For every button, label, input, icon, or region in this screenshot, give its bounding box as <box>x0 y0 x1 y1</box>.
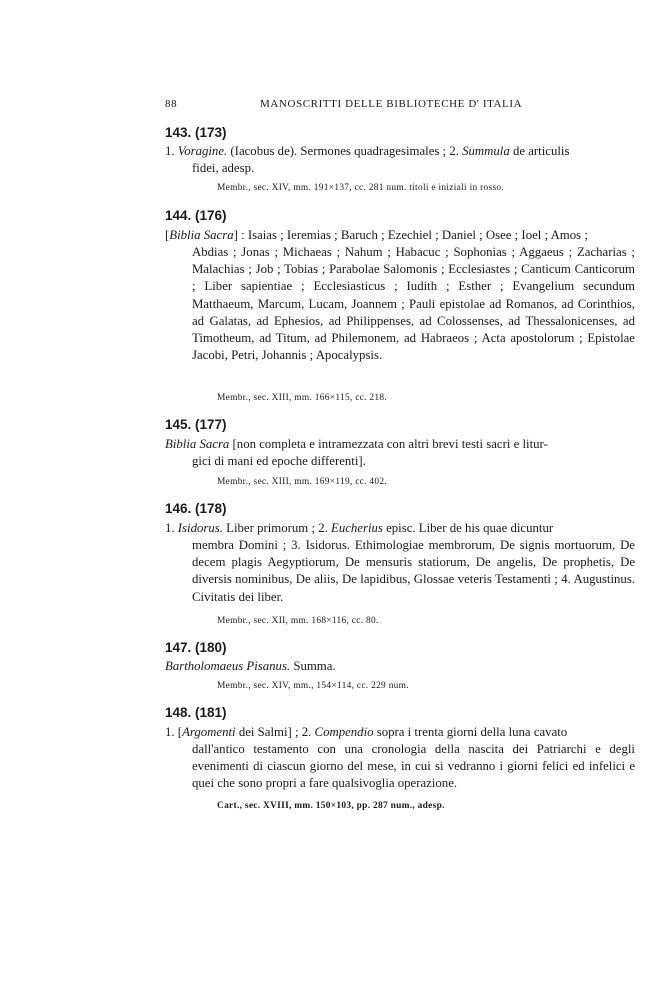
manuscript-description: Membr., sec. XIV, mm., 154×114, cc. 229 num. <box>217 681 409 691</box>
entry-heading: 143. (173) <box>165 125 227 140</box>
manuscript-description: Membr., sec. XIV, mm. 191×137, cc. 281 num. titoli e iniziali in rosso. <box>217 183 505 193</box>
entry-text-continued: Abdias ; Jonas ; Michaeas ; Nahum ; Habacuc ; Sophonias ; Aggaeus ; Zacharias ; Malachias ; Job ; Tobias ; Parabolae Salomonis ; Ecclesiastes ; Canticum Canticorum ; Liber sapientiae ; Ecclesiasticus ; Iudith ; Esther ; Evangelium secundum Matthaeum, Marcum, Lucam, Joannem ; Pauli epistolae ad Romanos, ad Corinthios, ad Galatas, ad Ephesios, ad Philippenses, ad Colossenses, ad Thessalonicenses, ad Timotheum, ad Titum, ad Philemonem, ad Habraeos ; Acta apostolorum ; Epistolae Jacobi, Petri, Johannis ; Apocalypsis. <box>192 245 635 363</box>
entry-heading: 148. (181) <box>165 705 227 720</box>
manuscript-description: Cart., sec. XVIII, mm. 150×103, pp. 287 num., adesp. <box>217 801 445 811</box>
manuscript-description: Membr., sec. XII, mm. 168×116, cc. 80. <box>217 616 379 626</box>
manuscript-description: Membr., sec. XIII, mm. 169×119, cc. 402. <box>217 477 388 487</box>
entry-text-continued: fidei, adesp. <box>192 161 255 175</box>
entry-text-continued: gici di mani ed epoche differenti]. <box>192 454 366 468</box>
entry-text-continued: dall'antico testamento con una cronologia della nascita dei Patriarchi e degli evenimenti di ciascun giorno del mese, in cui si vedranno i giorni felici ed infelici e quei che sono propri a fare qualsivoglia operazione. <box>192 742 635 791</box>
entry-text: [Biblia Sacra] : Isaias ; Ieremias ; Baruch ; Ezechiel ; Daniel ; Osee ; Ioel ; Amos ; <box>165 228 588 242</box>
entry-text: Biblia Sacra [non completa e intramezzata con altri brevi testi sacri e litur- <box>165 437 548 451</box>
entry-text: Bartholomaeus Pisanus. Summa. <box>165 659 336 673</box>
running-title: MANOSCRITTI DELLE BIBLIOTECHE D' ITALIA <box>260 98 523 110</box>
entry-text: 1. Isidorus. Liber primorum ; 2. Eucherius episc. Liber de his quae dicuntur <box>165 521 554 535</box>
entry-text-continued: membra Domini ; 3. Isidorus. Ethimologiae membrorum, De signis mortuorum, De decem plagis Aegyptiorum, De mensuris statiorum, De angelis, De prophetis, De diversis nominibus, De aliis, De lapidibus, Glossae veteris Testamenti ; 4. Augustinus. Civitatis dei liber. <box>192 538 635 604</box>
entry-text: 1. Voragine. (Iacobus de). Sermones quadragesimales ; 2. Summula de articulis <box>165 144 570 158</box>
entry-heading: 144. (176) <box>165 208 227 223</box>
entry-heading: 147. (180) <box>165 640 227 655</box>
manuscript-description: Membr., sec. XIII, mm. 166×115, cc. 218. <box>217 393 388 403</box>
entry-heading: 145. (177) <box>165 417 227 432</box>
entry-text: 1. [Argomenti dei Salmi] ; 2. Compendio sopra i trenta giorni della luna cavato <box>165 725 568 739</box>
entry-heading: 146. (178) <box>165 501 227 516</box>
page-header <box>165 98 610 114</box>
page-number: 88 <box>165 98 178 110</box>
